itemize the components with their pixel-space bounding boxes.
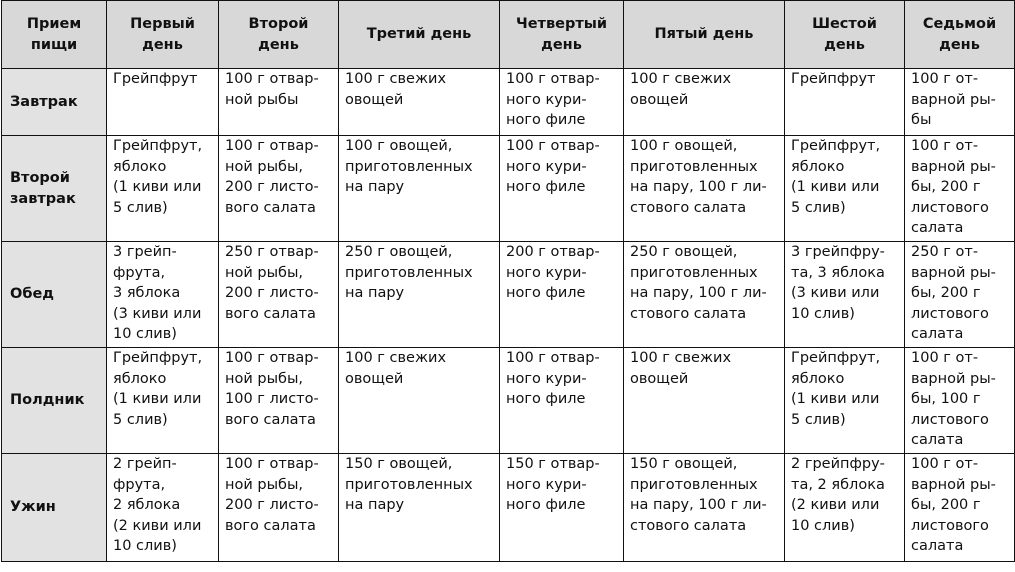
table-cell: 100 г отвар- ного кури- ного филе <box>500 136 624 242</box>
table-cell: 250 г овощей, приготовленных на пару <box>339 242 500 348</box>
table-cell: Грейпфрут, яблоко (1 киви или 5 слив) <box>785 348 905 454</box>
table-cell: 100 г отвар- ной рыбы, 200 г листо- вого салата <box>219 454 339 562</box>
table-cell: 150 г овощей, приготовленных на пару, 100 г ли- стового салата <box>624 454 785 562</box>
meal-label: Обед <box>2 242 107 348</box>
table-cell: 2 грейп- фрута, 2 яблока (2 киви или 10 слив) <box>107 454 219 562</box>
header-day-2: Второй день <box>219 1 339 69</box>
meal-label: Завтрак <box>2 69 107 136</box>
table-cell: 3 грейпфру- та, 3 яблока (3 киви или 10 слив) <box>785 242 905 348</box>
header-day-5: Пятый день <box>624 1 785 69</box>
table-row <box>2 454 1015 562</box>
table-cell: 100 г от- варной ры- бы <box>905 69 1015 136</box>
table-cell: 150 г отвар- ного кури- ного филе <box>500 454 624 562</box>
table-cell: 150 г овощей, приготовленных на пару <box>339 454 500 562</box>
table-cell: 100 г свежих овощей <box>339 69 500 136</box>
table-cell: Грейпфрут <box>785 69 905 136</box>
header-day-4: Четвертый день <box>500 1 624 69</box>
table-cell: 100 г от- варной ры- бы, 100 г листового салата <box>905 348 1015 454</box>
table-row <box>2 242 1015 348</box>
table-cell: 100 г отвар- ного кури- ного филе <box>500 348 624 454</box>
header-day-3: Третий день <box>339 1 500 69</box>
table-cell: 250 г от- варной ры- бы, 200 г листового салата <box>905 242 1015 348</box>
table-row <box>2 348 1015 454</box>
table-cell: 100 г свежих овощей <box>624 348 785 454</box>
table-row <box>2 136 1015 242</box>
table-cell: 100 г отвар- ной рыбы, 200 г листо- вого салата <box>219 136 339 242</box>
table-cell: 2 грейпфру- та, 2 яблока (2 киви или 10 слив) <box>785 454 905 562</box>
table-cell: 100 г овощей, приготовленных на пару, 100 г ли- стового салата <box>624 136 785 242</box>
table-row <box>2 69 1015 136</box>
diet-table <box>1 0 1015 562</box>
table-cell: 3 грейп- фрута, 3 яблока (3 киви или 10 слив) <box>107 242 219 348</box>
header-day-7: Седьмой день <box>905 1 1015 69</box>
meal-label: Второй завтрак <box>2 136 107 242</box>
header-day-6: Шестой день <box>785 1 905 69</box>
table-cell: 100 г овощей, приготовленных на пару <box>339 136 500 242</box>
table-cell: 100 г отвар- ного кури- ного филе <box>500 69 624 136</box>
table-cell: 100 г от- варной ры- бы, 200 г листового салата <box>905 454 1015 562</box>
table-cell: 100 г от- варной ры- бы, 200 г листового салата <box>905 136 1015 242</box>
meal-label: Ужин <box>2 454 107 562</box>
table-cell: 100 г свежих овощей <box>339 348 500 454</box>
table-cell: Грейпфрут, яблоко (1 киви или 5 слив) <box>107 136 219 242</box>
header-day-1: Первый день <box>107 1 219 69</box>
table-cell: 200 г отвар- ного кури- ного филе <box>500 242 624 348</box>
table-cell: Грейпфрут, яблоко (1 киви или 5 слив) <box>107 348 219 454</box>
table-cell: 250 г отвар- ной рыбы, 200 г листо- вого салата <box>219 242 339 348</box>
table-cell: Грейпфрут <box>107 69 219 136</box>
table-cell: 100 г отвар- ной рыбы <box>219 69 339 136</box>
table-cell: 100 г свежих овощей <box>624 69 785 136</box>
header-meal: Прием пищи <box>2 1 107 69</box>
meal-label: Полдник <box>2 348 107 454</box>
header-row <box>2 1 1015 69</box>
table-cell: 250 г овощей, приготовленных на пару, 100 г ли- стового салата <box>624 242 785 348</box>
table-cell: 100 г отвар- ной рыбы, 100 г листо- вого салата <box>219 348 339 454</box>
table-cell: Грейпфрут, яблоко (1 киви или 5 слив) <box>785 136 905 242</box>
